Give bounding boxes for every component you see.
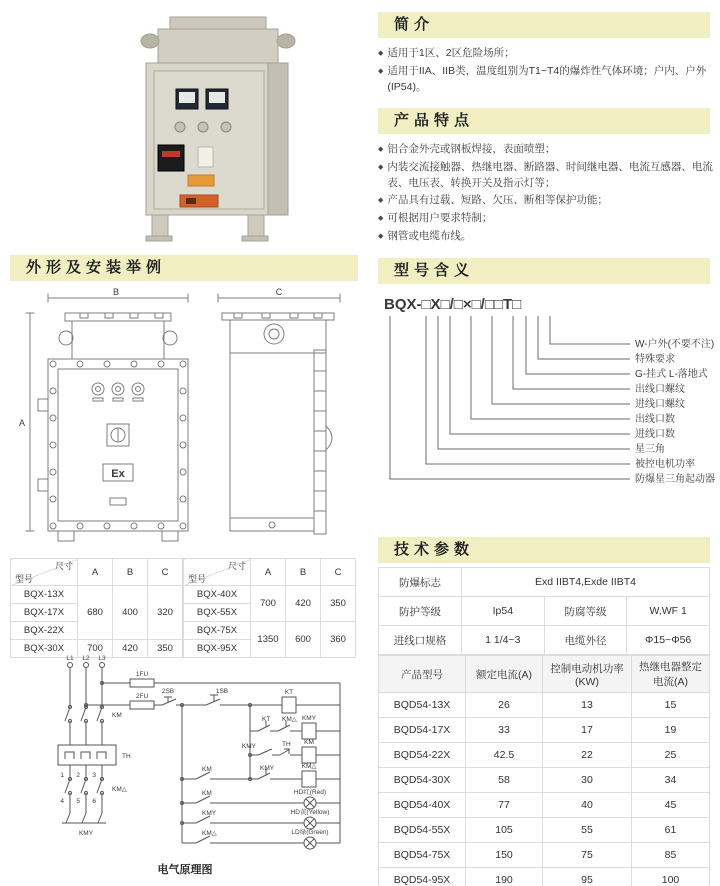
table-row <box>379 818 710 843</box>
dim-cell: 680 <box>78 586 113 640</box>
table-row <box>379 626 710 655</box>
circuit-label-2fu: 2FU <box>135 693 149 700</box>
table-header-row <box>379 656 710 693</box>
table-row <box>11 586 183 604</box>
cell-power: 17 <box>543 718 632 743</box>
table-row <box>184 586 356 604</box>
dim-cell: 400 <box>113 586 148 640</box>
circuit-label-kmy-main: KMY <box>78 830 94 837</box>
list-item <box>378 193 718 209</box>
dimension-tables <box>10 558 356 658</box>
circuit-label-lamp-green: LD绿(Green) <box>291 829 329 836</box>
circuit-label-kmy-contact: KMY <box>241 743 256 750</box>
circuit-label-n1: 1 <box>60 772 64 779</box>
circuit-label-n3: 3 <box>92 772 96 779</box>
model-leader-lines <box>390 316 630 479</box>
side-view <box>218 287 340 534</box>
circuit-label-n5: 5 <box>76 798 80 805</box>
cell-thermal: 100 <box>632 868 710 886</box>
cell-power: 95 <box>543 868 632 886</box>
model-label: 进线口螺纹 <box>635 399 685 410</box>
circuit-label-km-main: KM <box>112 712 122 719</box>
param-value: W,WF 1 <box>627 597 710 626</box>
dim-cell: 360 <box>321 622 356 658</box>
dim-cell: 420 <box>113 640 148 658</box>
model-cell: BQX-95X <box>184 640 251 658</box>
col-header: C <box>148 559 183 586</box>
corner-size-label: 尺寸 <box>54 561 73 571</box>
circuit-label-km-lamp: KM <box>202 790 212 797</box>
model-cell: BQX-30X <box>11 640 78 658</box>
model-cell: BQX-13X <box>11 586 78 604</box>
dim-cell: 700 <box>251 586 286 622</box>
col-header: B <box>286 559 321 586</box>
section-title-model <box>378 258 710 284</box>
section-title-features <box>378 108 710 134</box>
circuit-label-kmd-contact: KM△ <box>282 716 297 723</box>
section-title-tech <box>378 537 710 563</box>
cell-thermal: 25 <box>632 743 710 768</box>
list-item <box>378 64 718 96</box>
col-header: C <box>321 559 356 586</box>
dim-cell: 350 <box>148 640 183 658</box>
list-item <box>378 142 718 158</box>
tech-params-table <box>378 567 710 655</box>
diamond-bullet-icon: ◆ <box>378 215 384 222</box>
model-ratings-table <box>378 655 710 886</box>
dimension-table-right <box>183 558 356 658</box>
list-item <box>378 211 718 227</box>
cell-model: BQD54-95X <box>379 868 466 886</box>
model-meaning-diagram <box>380 294 715 494</box>
diamond-bullet-icon: ◆ <box>378 163 384 171</box>
cell-thermal: 34 <box>632 768 710 793</box>
circuit-label-2sb: 2SB <box>161 688 175 695</box>
circuit-label-l3: L3 <box>98 655 106 662</box>
circuit-label-kmd-coil: KM△ <box>301 763 317 770</box>
cell-power: 13 <box>543 693 632 718</box>
model-cell: BQX-22X <box>11 622 78 640</box>
circuit-label-th: TH <box>122 753 131 760</box>
cell-power: 75 <box>543 843 632 868</box>
table-row <box>184 622 356 640</box>
table-row <box>379 597 710 626</box>
param-value: 1 1/4~3 <box>462 626 545 655</box>
section-title-outline <box>10 255 358 281</box>
corner-size-label: 尺寸 <box>227 561 246 571</box>
section-title-intro-label: 简介 <box>394 16 435 33</box>
cell-current: 42.5 <box>466 743 543 768</box>
diamond-bullet-icon: ◆ <box>378 67 384 75</box>
cell-thermal: 61 <box>632 818 710 843</box>
diamond-bullet-icon: ◆ <box>378 232 384 240</box>
cell-current: 105 <box>466 818 543 843</box>
intro-bullet-text: 适用于1区、2区危险场所； <box>387 47 515 59</box>
col-header: A <box>251 559 286 586</box>
circuit-label-1sb: 1SB <box>215 688 229 695</box>
param-value: Ip54 <box>462 597 545 626</box>
feature-bullet-text: 铝合金外壳或钢板焊接，表面喷塑； <box>387 143 556 155</box>
dim-cell: 420 <box>286 586 321 622</box>
cell-thermal: 15 <box>632 693 710 718</box>
param-label: 进线口规格 <box>379 626 462 655</box>
circuit-label-kmd-main: KM△ <box>112 786 127 793</box>
circuit-label-n4: 4 <box>60 798 64 805</box>
circuit-label-l1: L1 <box>66 655 74 662</box>
model-cell: BQX-40X <box>184 586 251 604</box>
model-code: BQX-□X□/□×□/□□T□ <box>384 296 522 313</box>
intro-bullet-text: 适用于IIA、IIB类，温度组别为T1~T4的爆炸性气体环境；户内、户外(IP54)。 <box>387 64 707 93</box>
model-label: W-户外(不要不注) <box>635 339 715 350</box>
cell-power: 40 <box>543 793 632 818</box>
cell-model: BQD54-40X <box>379 793 466 818</box>
param-label: 防护等级 <box>379 597 462 626</box>
dim-cell: 1350 <box>251 622 286 658</box>
cell-current: 26 <box>466 693 543 718</box>
table-row <box>379 768 710 793</box>
model-label: G-挂式 L-落地式 <box>635 369 708 380</box>
circuit-label-1fu: 1FU <box>135 671 149 678</box>
param-label: 电缆外径 <box>544 626 627 655</box>
feature-bullet-text: 产品具有过载、短路、欠压、断相等保护功能； <box>387 194 608 207</box>
intro-bullets <box>378 46 718 97</box>
circuit-label-kmy-lamp: KMY <box>202 810 217 817</box>
feature-bullet-text: 钢管或电缆布线。 <box>387 229 472 242</box>
features-bullets <box>378 142 718 247</box>
feature-bullet-text: 可根据用户要求特制； <box>387 212 493 224</box>
circuit-diagram <box>10 655 360 860</box>
cell-model: BQD54-22X <box>379 743 466 768</box>
corner-model-label: 型号 <box>15 574 34 584</box>
circuit-label-km-hold: KM <box>202 766 212 773</box>
col-header: 产品型号 <box>379 656 466 693</box>
cabinet-illustration <box>141 17 295 241</box>
circuit-label-kmy-coil: KMY <box>301 715 317 722</box>
section-title-intro <box>378 12 710 38</box>
list-item <box>378 229 718 245</box>
table-row <box>379 868 710 886</box>
corner-model-label: 型号 <box>188 574 207 584</box>
col-header: 控制电动机功率(KW) <box>543 656 632 693</box>
circuit-label-lamp-red: HD红(Red) <box>293 789 327 796</box>
cell-current: 150 <box>466 843 543 868</box>
col-header: 热继电器整定电流(A) <box>632 656 710 693</box>
circuit-label-kt-contact: KT <box>262 716 271 723</box>
dim-cell: 700 <box>78 640 113 658</box>
dim-cell: 320 <box>148 586 183 640</box>
section-title-features-label: 产品特点 <box>394 112 475 129</box>
dim-b-label: B <box>112 287 120 297</box>
circuit-caption: 电气原理图 <box>157 864 213 876</box>
circuit-label-kmd-lamp: KM△ <box>202 830 217 837</box>
diamond-bullet-icon: ◆ <box>378 146 384 153</box>
model-cell: BQX-55X <box>184 604 251 622</box>
diamond-bullet-icon: ◆ <box>378 197 384 205</box>
cell-power: 30 <box>543 768 632 793</box>
model-cell: BQX-75X <box>184 622 251 640</box>
circuit-label-l2: L2 <box>82 655 90 662</box>
dim-cell: 350 <box>321 586 356 622</box>
model-label: 被控电机功率 <box>635 459 695 470</box>
list-item <box>378 160 718 192</box>
table-row <box>379 718 710 743</box>
table-row <box>379 843 710 868</box>
cell-thermal: 19 <box>632 718 710 743</box>
param-label: 防爆标志 <box>379 568 462 597</box>
dim-c-label: C <box>275 287 283 297</box>
corner-cell <box>11 559 78 586</box>
outline-drawing <box>10 286 360 552</box>
table-row <box>379 743 710 768</box>
front-view <box>19 287 188 541</box>
cell-model: BQD54-75X <box>379 843 466 868</box>
col-header: 额定电流(A) <box>466 656 543 693</box>
section-title-model-label: 型号含义 <box>394 262 475 279</box>
cell-current: 58 <box>466 768 543 793</box>
cell-model: BQD54-55X <box>379 818 466 843</box>
cell-power: 55 <box>543 818 632 843</box>
table-row <box>379 793 710 818</box>
cell-current: 33 <box>466 718 543 743</box>
circuit-label-n6: 6 <box>92 798 96 805</box>
table-row <box>379 693 710 718</box>
circuit-label-lamp-yellow: HD黄(Yellow) <box>290 809 330 816</box>
diamond-bullet-icon: ◆ <box>378 50 384 57</box>
cell-current: 190 <box>466 868 543 886</box>
model-label: 防爆星三角起动器 <box>635 474 715 485</box>
model-label: 特殊要求 <box>635 354 675 365</box>
table-row <box>379 568 710 597</box>
param-label: 防腐等级 <box>544 597 627 626</box>
cell-power: 22 <box>543 743 632 768</box>
cell-current: 77 <box>466 793 543 818</box>
ex-mark: Ex <box>111 468 125 480</box>
cell-thermal: 45 <box>632 793 710 818</box>
circuit-label-kmy-nc: KMY <box>260 765 275 772</box>
dimension-table-left <box>10 558 183 658</box>
feature-bullet-text: 内装交流接触器、热继电器、断路器、时间继电器、电流互感器、电流表、电压表、转换开关及指示灯等； <box>387 160 713 189</box>
circuit-label-km-coil: KM <box>304 739 314 746</box>
cell-model: BQD54-30X <box>379 768 466 793</box>
circuit-label-n2: 2 <box>76 772 80 779</box>
product-photo <box>100 5 335 245</box>
cell-model: BQD54-17X <box>379 718 466 743</box>
cell-model: BQD54-13X <box>379 693 466 718</box>
model-label: 星三角 <box>635 444 665 455</box>
circuit-label-th-contact: TH <box>282 741 291 748</box>
list-item <box>378 46 718 62</box>
col-header: B <box>113 559 148 586</box>
dim-a-label: A <box>18 418 26 428</box>
param-value: Φ15~Φ56 <box>627 626 710 655</box>
dim-cell: 600 <box>286 622 321 658</box>
model-label: 出线口螺纹 <box>635 384 685 395</box>
section-title-outline-label: 外形及安装举例 <box>26 259 167 276</box>
model-cell: BQX-17X <box>11 604 78 622</box>
section-title-tech-label: 技术参数 <box>394 541 475 558</box>
circuit-label-kt-coil: KT <box>284 689 294 696</box>
corner-cell <box>184 559 251 586</box>
param-value: Exd IIBT4,Exde IIBT4 <box>462 568 710 597</box>
model-label: 出线口数 <box>635 414 675 425</box>
col-header: A <box>78 559 113 586</box>
cell-thermal: 85 <box>632 843 710 868</box>
model-label: 进线口数 <box>635 429 675 440</box>
